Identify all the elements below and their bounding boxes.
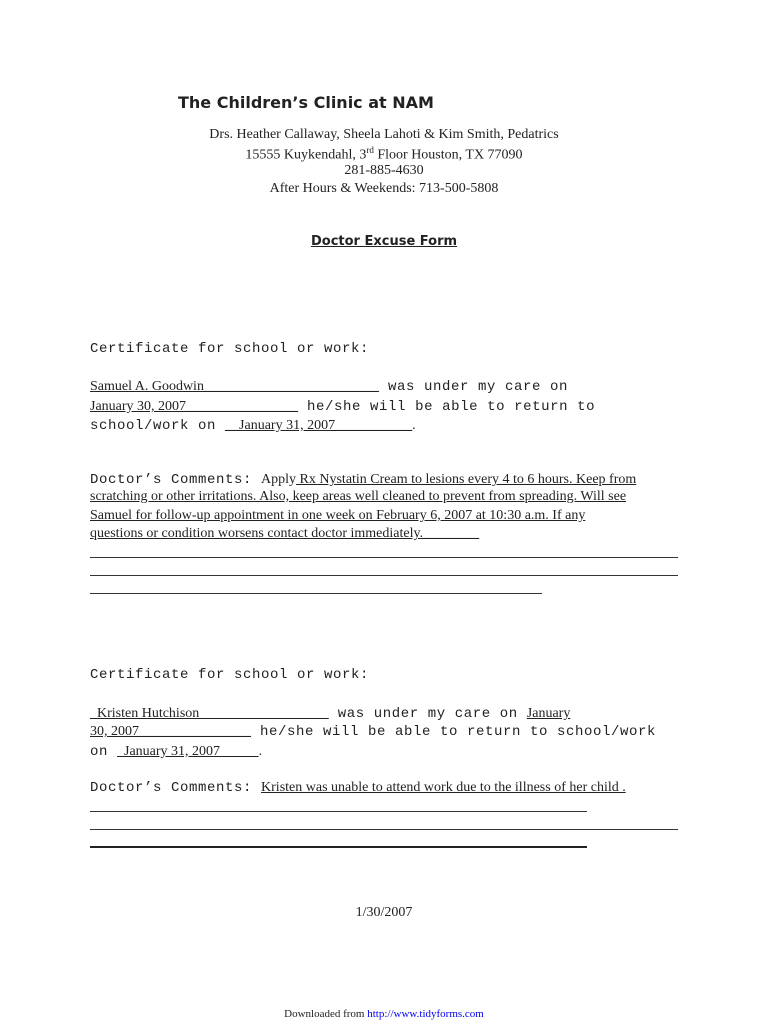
- cert1-blank-line: [90, 557, 678, 558]
- after-hours-line: After Hours & Weekends: 713-500-5808: [269, 181, 499, 196]
- cert2-line3: on January 31, 2007 .: [90, 744, 263, 760]
- cert1-return-date: __January 31, 2007___________: [225, 418, 413, 433]
- cert2-heading: Certificate for school or work:: [90, 667, 370, 683]
- cert1-comments-line4: questions or condition worsens contact doctor immediately.________: [90, 526, 480, 541]
- cert1-line2: January 30, 2007________________ he/she will be able to return to: [90, 399, 596, 415]
- doctors-line: Drs. Heather Callaway, Sheela Lahoti & Kim Smith, Pedatrics: [209, 127, 559, 142]
- cert1-blank-line: [90, 575, 678, 576]
- cert2-blank-line: [90, 811, 587, 812]
- address-line: 15555 Kuykendahl, 3rd Floor Houston, TX 77090: [245, 145, 523, 163]
- cert2-comments-label: Doctor’s Comments:: [90, 780, 262, 796]
- cert1-comments-label: Doctor’s Comments:: [90, 472, 262, 488]
- cert1-heading: Certificate for school or work:: [90, 341, 370, 357]
- cert1-comments-line3: Samuel for follow-up appointment in one week on February 6, 2007 at 10:30 a.m. If any: [90, 508, 586, 523]
- cert1-patient-name: Samuel A. Goodwin_________________________: [90, 379, 379, 394]
- form-title: Doctor Excuse Form: [310, 234, 458, 249]
- cert1-blank-line: [90, 593, 542, 594]
- download-source: Downloaded from http://www.tidyforms.com: [284, 1008, 484, 1020]
- cert2-line2: 30, 2007________________ he/she will be able to return to school/work: [90, 724, 657, 740]
- clinic-name: The Children’s Clinic at NAM: [178, 93, 434, 112]
- cert2-blank-line: [90, 829, 678, 830]
- cert1-line1: Samuel A. Goodwin_________________________ was under my care on: [90, 379, 568, 395]
- cert1-line3: school/work on __January 31, 2007___________.: [90, 418, 416, 434]
- cert2-care-date-cont: 30, 2007________________: [90, 724, 251, 739]
- cert2-blank-line: [90, 846, 587, 848]
- cert1-comments-line2: scratching or other irritations. Also, keep areas well cleaned to prevent from spreading. Will see: [90, 489, 627, 504]
- cert2-comments-line1: Doctor’s Comments: Kristen was unable to attend work due to the illness of her child .: [90, 780, 626, 796]
- cert2-care-date: January: [526, 706, 571, 721]
- cert2-patient-name: Kristen Hutchison: [90, 706, 329, 721]
- cert2-return-date: January 31, 2007: [117, 744, 259, 759]
- cert1-comments-line1: Doctor’s Comments: Apply Rx Nystatin Cream to lesions every 4 to 6 hours. Keep from: [90, 472, 637, 488]
- phone-line: 281-885-4630: [344, 163, 424, 178]
- signature-date: 1/30/2007: [355, 905, 413, 920]
- source-link[interactable]: http://www.tidyforms.com: [367, 1008, 484, 1020]
- cert1-care-date: January 30, 2007________________: [90, 399, 299, 414]
- cert2-line1: Kristen Hutchison was under my care on January: [90, 706, 571, 722]
